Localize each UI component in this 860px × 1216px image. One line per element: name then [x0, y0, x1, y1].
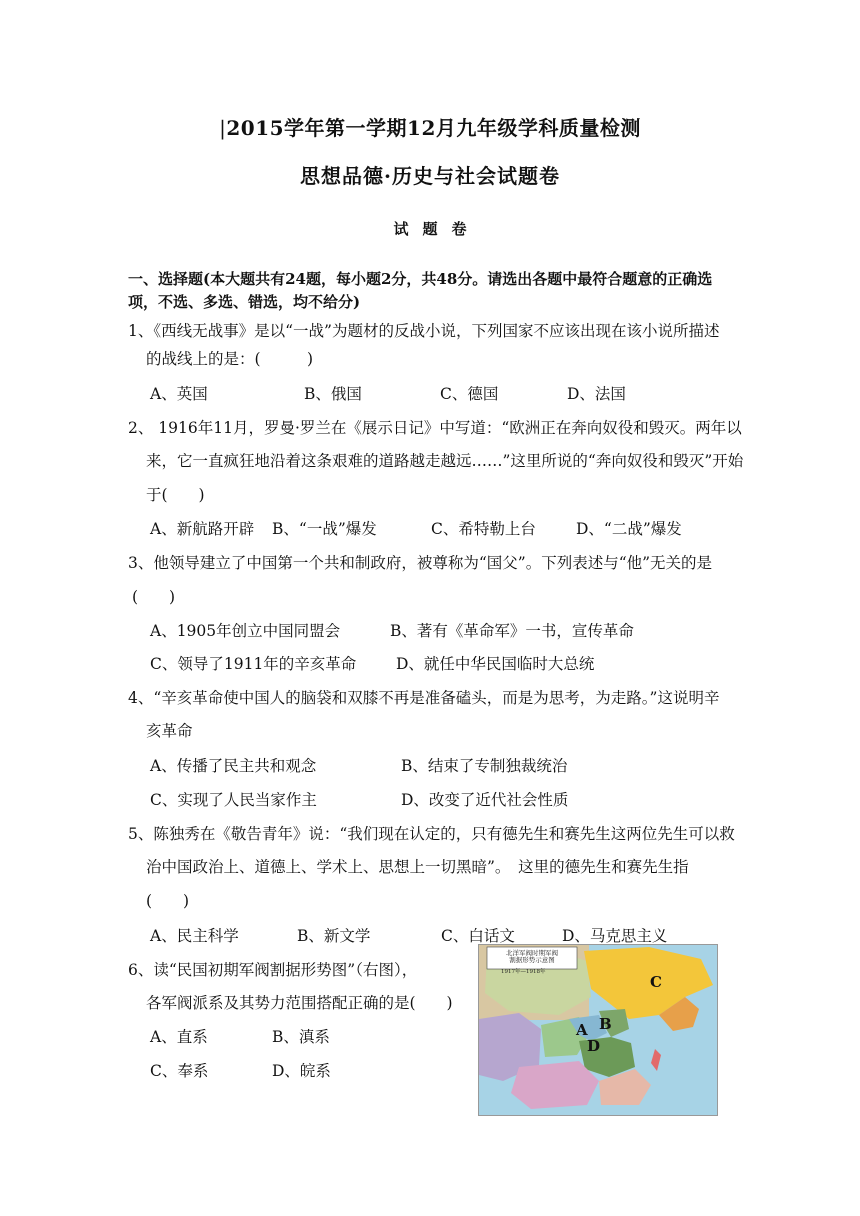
map-title-line2: 割据形势示意图	[509, 956, 555, 964]
question-5-line1: 5、陈独秀在《敬告青年》说：“我们现在认定的，只有德先生和赛先生这两位先生可以救	[128, 825, 735, 843]
q3-option-a: A、1905年创立中国同盟会	[150, 622, 341, 640]
map-title-line1: 北洋军阀时期军阀	[506, 949, 558, 957]
map-years: 1917年—1918年	[501, 969, 546, 975]
q5-option-c: C、白话文	[441, 927, 515, 945]
question-3-line1: 3、他领导建立了中国第一个共和制政府，被尊称为“国父”。下列表述与“他”无关的是	[128, 554, 713, 572]
question-5-line2: 治中国政治上、道德上、学术上、思想上一切黑暗”。 这里的德先生和赛先生指	[146, 858, 689, 876]
question-3-line2: ( )	[132, 588, 176, 606]
question-4-line1: 4、“辛亥革命使中国人的脑袋和双膝不再是准备磕头，而是为思考，为走路。”这说明辛	[128, 689, 720, 707]
q4-option-d: D、改变了近代社会性质	[401, 791, 569, 809]
southwest-region	[511, 1061, 599, 1109]
q3-option-d: D、就任中华民国临时大总统	[396, 655, 595, 673]
exam-title	[0, 112, 860, 141]
map-label-b: B	[599, 1015, 612, 1033]
map-label-a: A	[576, 1021, 588, 1039]
question-2-line2: 来，它一直疯狂地沿着这条艰难的道路越走越远……”这里所说的“奔向奴役和毁灭”开始	[146, 452, 744, 470]
q2-option-a: A、新航路开辟	[150, 520, 255, 538]
q4-option-b: B、结束了专制独裁统治	[401, 757, 568, 775]
warlord-map	[479, 945, 717, 1115]
exam-title-text: 2015学年第一学期12月九年级学科质量检测	[226, 116, 641, 140]
question-6-line2: 各军阀派系及其势力范围搭配正确的是( )	[146, 994, 453, 1012]
q5-option-d: D、马克思主义	[562, 927, 668, 945]
q4-option-c: C、实现了人民当家作主	[150, 791, 317, 809]
q5-option-a: A、民主科学	[150, 927, 239, 945]
text-cursor: |	[219, 116, 227, 140]
question-1-line1: 1、《西线无战事》是以“一战”为题材的反战小说，下列国家不应该出现在该小说所描述	[128, 322, 720, 340]
q5-option-b: B、新文学	[297, 927, 371, 945]
q1-option-b: B、俄国	[304, 385, 362, 403]
warlord-map-figure	[478, 944, 718, 1116]
section-title: 试题卷	[393, 220, 481, 238]
question-6-line1: 6、读“民国初期军阀割据形势图”（右图），	[128, 961, 418, 979]
exam-subtitle: 思想品德·历史与社会试题卷	[300, 164, 560, 188]
q1-option-c: C、德国	[440, 385, 499, 403]
section1-instructions-line2: 项，不选、多选、错选，均不给分)	[128, 293, 361, 311]
q6-option-c: C、奉系	[150, 1062, 209, 1080]
q1-option-d: D、法国	[567, 385, 626, 403]
q3-option-c: C、领导了1911年的辛亥革命	[150, 655, 357, 673]
question-1-line2: 的战线上的是：( )	[146, 350, 314, 368]
section1-instructions-line1: 一、选择题(本大题共有24题，每小题2分，共48分。请选出各题中最符合题意的正确选	[128, 270, 713, 288]
q2-option-b: B、“一战”爆发	[272, 520, 377, 538]
q2-option-c: C、希特勒上台	[431, 520, 536, 538]
q6-option-b: B、滇系	[272, 1028, 330, 1046]
q3-option-b: B、著有《革命军》一书，宣传革命	[390, 622, 634, 640]
map-label-c: C	[650, 973, 662, 991]
question-2-line3: 于( )	[146, 486, 205, 504]
q6-option-d: D、皖系	[272, 1062, 331, 1080]
question-4-line2: 亥革命	[146, 722, 193, 740]
question-2-line1: 2、 1916年11月，罗曼·罗兰在《展示日记》中写道：“欧洲正在奔向奴役和毁灭。两年以	[128, 419, 742, 437]
q4-option-a: A、传播了民主共和观念	[150, 757, 317, 775]
question-5-line3: ( )	[146, 892, 190, 910]
q6-option-a: A、直系	[150, 1028, 208, 1046]
q2-option-d: D、“二战”爆发	[576, 520, 682, 538]
map-label-d: D	[587, 1037, 601, 1055]
q1-option-a: A、英国	[150, 385, 208, 403]
